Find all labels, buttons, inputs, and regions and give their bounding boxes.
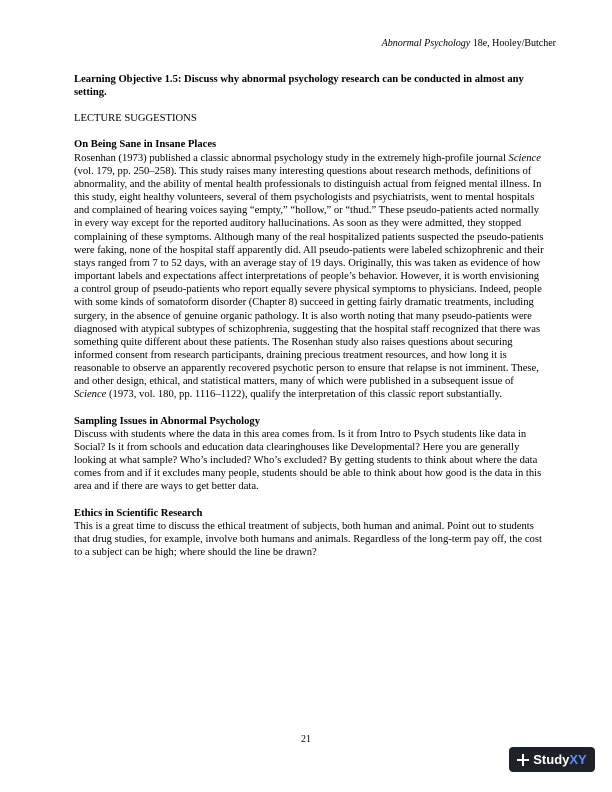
- body-text: (vol. 179, pp. 250–258). This study raises many interesting questions about research methods, definitions of abnormality, and the ability of mental health professionals to distinguish actual from feigned mental illness. In this study, eight healthy volunteers, several of them psychologists and psychiatrists, went to mental hospitals and complained of hearing voices saying “empty,” “hollow,” or “thud.” These pseudo-patients acted normally in every way except for the reported auditory hallucinations. As soon as they were admitted, they stopped complaining of these symptoms. Although many of the real hospitalized patients suspected the pseudo-patients were faking, none of the hospital staff apparently did. All pseudo-patients were labeled schizophrenic and their stays ranged from 7 to 52 days, with an average stay of 19 days. Originally, this was taken as evidence of how important labels and expectations affect interpretations of people’s behavior. However, it is worth envisioning a control group of pseudo-patients who report equally severe physical symptoms to physicians. Indeed, people with some kinds of somatoform disorder (Chapter 8) succeed in getting fairly dramatic treatments, including surgery, in the absence of genuine organic pathology. It is also worth noting that many pseudo-patients were diagnosed with atypical subtypes of schizophrenia, suggesting that the hospital staff recognized that there was something quite different about these patients. The Rosenhan study also raises questions about securing informed consent from research participants, draining precious treatment resources, and how long it is reasonable to observe an apparently recovered psychotic person to ensure that relapse is not imminent. These, and other design, ethical, and statistical matters, many of which were published in a subsequent issue of: [74, 165, 544, 388]
- badge-text-study: Study: [533, 752, 570, 767]
- section-title: On Being Sane in Insane Places: [74, 139, 217, 151]
- section-title: Ethics in Scientific Research: [74, 507, 203, 519]
- section-title: Sampling Issues in Abnormal Psychology: [74, 415, 261, 427]
- section-body: This is a great time to discuss the ethical treatment of subjects, both human and animal. Point out to students that drug studies, for example, involve both humans and animals. Regardless of the long-term pay off, the cost to a subject can be high; where should the line be drawn?: [74, 520, 542, 558]
- lecture-suggestions-heading: LECTURE SUGGESTIONS: [74, 113, 197, 125]
- studyxy-badge[interactable]: [509, 747, 595, 772]
- page-content: [74, 73, 544, 559]
- learning-objective: Learning Objective 1.5: Discuss why abnormal psychology research can be conducted in almost any setting.: [74, 74, 524, 99]
- journal-name: Science: [74, 389, 107, 401]
- section-ethics: [74, 507, 544, 560]
- journal-name: Science: [508, 152, 541, 164]
- plus-icon: [517, 754, 529, 766]
- page-number: 21: [301, 734, 311, 745]
- section-sane-insane: [74, 138, 544, 401]
- body-text: Rosenhan (1973) published a classic abnormal psychology study in the extremely high-profile journal: [74, 152, 509, 164]
- book-title: Abnormal Psychology: [381, 38, 471, 49]
- badge-text-xy: XY: [569, 752, 587, 767]
- section-sampling: [74, 415, 544, 494]
- running-header: [382, 38, 556, 50]
- section-body: [74, 152, 544, 402]
- edition-authors: 18e, Hooley/Butcher: [470, 38, 556, 49]
- section-body: Discuss with students where the data in this area comes from. Is it from Intro to Psych students like data in Social? Is it from schools and education data clearinghouses like Developmental? Here you are generally looking at what sample? Who’s included? Who’s excluded? By getting students to think about where the data comes from and if it excludes many people, students should be able to think about how good is the data in this area and if there are ways to get better data.: [74, 428, 542, 493]
- body-text: (1973, vol. 180, pp. 1116–1122), qualify the interpretation of this classic report substantially.: [106, 389, 502, 401]
